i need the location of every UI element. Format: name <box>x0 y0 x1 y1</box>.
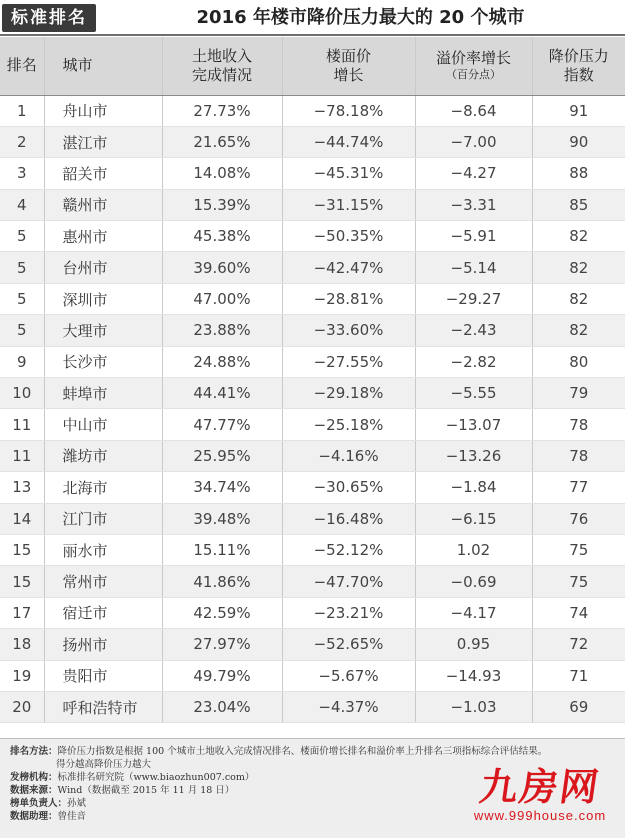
cell-rank: 5 <box>0 315 44 346</box>
cell-premium: −8.64 <box>415 95 532 126</box>
cell-land: 47.77% <box>162 409 282 440</box>
cell-land: 21.65% <box>162 126 282 157</box>
cell-index: 76 <box>532 503 625 534</box>
header-index: 降价压力 指数 <box>532 37 625 95</box>
cell-rank: 20 <box>0 691 44 722</box>
table-row <box>0 378 625 409</box>
cell-index: 85 <box>532 189 625 220</box>
cell-land: 39.48% <box>162 503 282 534</box>
table-row <box>0 691 625 722</box>
cell-premium: −29.27 <box>415 283 532 314</box>
footer-notes <box>0 738 625 838</box>
cell-land: 25.95% <box>162 440 282 471</box>
method-label: 排名方法： <box>10 746 58 757</box>
cell-premium: −5.55 <box>415 378 532 409</box>
cell-rank: 19 <box>0 660 44 691</box>
cell-price: −50.35% <box>282 221 415 252</box>
cell-premium: −3.31 <box>415 189 532 220</box>
cell-premium: −5.14 <box>415 252 532 283</box>
header-premium-unit: （百分点） <box>446 68 501 82</box>
cell-price: −29.18% <box>282 378 415 409</box>
cell-land: 42.59% <box>162 597 282 628</box>
cell-index: 91 <box>532 95 625 126</box>
table-header-row <box>0 37 625 95</box>
cell-premium: −2.43 <box>415 315 532 346</box>
cell-rank: 14 <box>0 503 44 534</box>
cell-city: 惠州市 <box>44 221 162 252</box>
table-row <box>0 346 625 377</box>
cell-city: 韶关市 <box>44 158 162 189</box>
cell-price: −28.81% <box>282 283 415 314</box>
cell-index: 75 <box>532 566 625 597</box>
header-city: 城市 <box>44 37 162 95</box>
cell-city: 北海市 <box>44 472 162 503</box>
cell-rank: 2 <box>0 126 44 157</box>
table-row <box>0 126 625 157</box>
brand-badge: 标准排名 <box>2 4 96 32</box>
cell-index: 82 <box>532 315 625 346</box>
cell-land: 39.60% <box>162 252 282 283</box>
cell-rank: 1 <box>0 95 44 126</box>
cell-city: 中山市 <box>44 409 162 440</box>
editor-text: 孙斌 <box>67 798 87 809</box>
cell-index: 69 <box>532 691 625 722</box>
cell-index: 74 <box>532 597 625 628</box>
cell-city: 贵阳市 <box>44 660 162 691</box>
header-premium: 溢价率增长 （百分点） <box>415 37 532 95</box>
cell-rank: 15 <box>0 566 44 597</box>
cell-index: 80 <box>532 346 625 377</box>
header-rank: 排名 <box>0 37 44 95</box>
cell-index: 82 <box>532 283 625 314</box>
page-title: 2016 年楼市降价压力最大的 20 个城市 <box>196 7 525 28</box>
title-bar <box>0 0 625 36</box>
cell-price: −78.18% <box>282 95 415 126</box>
cell-city: 蚌埠市 <box>44 378 162 409</box>
cell-rank: 18 <box>0 629 44 660</box>
cell-rank: 3 <box>0 158 44 189</box>
logo-mark: 九房网 <box>476 765 604 809</box>
cell-price: −42.47% <box>282 252 415 283</box>
cell-city: 丽水市 <box>44 534 162 565</box>
table-row <box>0 503 625 534</box>
cell-index: 79 <box>532 378 625 409</box>
cell-price: −4.37% <box>282 691 415 722</box>
cell-city: 深圳市 <box>44 283 162 314</box>
cell-index: 71 <box>532 660 625 691</box>
cell-rank: 13 <box>0 472 44 503</box>
cell-rank: 11 <box>0 409 44 440</box>
table-row <box>0 597 625 628</box>
table-row <box>0 252 625 283</box>
cell-premium: −1.84 <box>415 472 532 503</box>
header-land: 土地收入 完成情况 <box>162 37 282 95</box>
logo-url: www.999house.com <box>473 808 607 823</box>
cell-index: 88 <box>532 158 625 189</box>
publisher-text: 标准排名研究院（www.biaozhun007.com） <box>57 772 255 783</box>
cell-rank: 4 <box>0 189 44 220</box>
cell-city: 长沙市 <box>44 346 162 377</box>
cell-price: −52.12% <box>282 534 415 565</box>
table-row <box>0 440 625 471</box>
cell-index: 72 <box>532 629 625 660</box>
cell-premium: −2.82 <box>415 346 532 377</box>
source-label: 数据来源： <box>10 785 58 796</box>
ranking-table <box>0 37 625 723</box>
cell-price: −52.65% <box>282 629 415 660</box>
cell-price: −4.16% <box>282 440 415 471</box>
cell-city: 潍坊市 <box>44 440 162 471</box>
cell-index: 78 <box>532 409 625 440</box>
cell-city: 呼和浩特市 <box>44 691 162 722</box>
assistant-label: 数据助理： <box>10 811 58 822</box>
cell-index: 90 <box>532 126 625 157</box>
cell-price: −33.60% <box>282 315 415 346</box>
table-row <box>0 660 625 691</box>
cell-premium: −0.69 <box>415 566 532 597</box>
cell-land: 49.79% <box>162 660 282 691</box>
table-row <box>0 315 625 346</box>
cell-city: 常州市 <box>44 566 162 597</box>
cell-premium: −1.03 <box>415 691 532 722</box>
cell-index: 75 <box>532 534 625 565</box>
cell-premium: −13.26 <box>415 440 532 471</box>
cell-price: −5.67% <box>282 660 415 691</box>
cell-land: 27.97% <box>162 629 282 660</box>
table-row <box>0 472 625 503</box>
table-row <box>0 158 625 189</box>
table-row <box>0 566 625 597</box>
cell-city: 宿迁市 <box>44 597 162 628</box>
cell-rank: 17 <box>0 597 44 628</box>
cell-land: 27.73% <box>162 95 282 126</box>
table-row <box>0 534 625 565</box>
cell-city: 扬州市 <box>44 629 162 660</box>
cell-premium: 0.95 <box>415 629 532 660</box>
site-logo <box>465 765 615 822</box>
cell-price: −45.31% <box>282 158 415 189</box>
cell-premium: −4.27 <box>415 158 532 189</box>
cell-land: 34.74% <box>162 472 282 503</box>
cell-premium: −13.07 <box>415 409 532 440</box>
table-row <box>0 409 625 440</box>
assistant-text: 曾佳音 <box>57 811 87 822</box>
cell-price: −30.65% <box>282 472 415 503</box>
publisher-label: 发榜机构： <box>10 772 58 783</box>
cell-price: −27.55% <box>282 346 415 377</box>
table-row <box>0 95 625 126</box>
cell-premium: 1.02 <box>415 534 532 565</box>
cell-price: −25.18% <box>282 409 415 440</box>
cell-land: 14.08% <box>162 158 282 189</box>
cell-city: 江门市 <box>44 503 162 534</box>
cell-land: 44.41% <box>162 378 282 409</box>
cell-price: −31.15% <box>282 189 415 220</box>
cell-city: 舟山市 <box>44 95 162 126</box>
cell-rank: 5 <box>0 221 44 252</box>
table-row <box>0 629 625 660</box>
cell-index: 82 <box>532 221 625 252</box>
cell-rank: 5 <box>0 252 44 283</box>
cell-price: −23.21% <box>282 597 415 628</box>
cell-land: 45.38% <box>162 221 282 252</box>
cell-index: 78 <box>532 440 625 471</box>
source-text: Wind（数据截至 2015 年 11 月 18 日） <box>57 785 235 796</box>
editor-label: 榜单负责人： <box>10 798 68 809</box>
cell-price: −44.74% <box>282 126 415 157</box>
cell-index: 82 <box>532 252 625 283</box>
cell-rank: 9 <box>0 346 44 377</box>
method-text: 降价压力指数是根据 100 个城市土地收入完成情况排名、楼面价增长排名和溢价率上升排名三项指标综合评估结果。 <box>57 746 548 757</box>
table-row <box>0 189 625 220</box>
cell-price: −47.70% <box>282 566 415 597</box>
cell-city: 大理市 <box>44 315 162 346</box>
cell-land: 41.86% <box>162 566 282 597</box>
method-text-2: 得分越高降价压力越大 <box>56 759 152 770</box>
cell-land: 47.00% <box>162 283 282 314</box>
cell-premium: −5.91 <box>415 221 532 252</box>
cell-price: −16.48% <box>282 503 415 534</box>
table-row <box>0 283 625 314</box>
cell-rank: 10 <box>0 378 44 409</box>
cell-land: 24.88% <box>162 346 282 377</box>
cell-premium: −7.00 <box>415 126 532 157</box>
cell-rank: 15 <box>0 534 44 565</box>
cell-premium: −4.17 <box>415 597 532 628</box>
cell-city: 赣州市 <box>44 189 162 220</box>
header-price: 楼面价 增长 <box>282 37 415 95</box>
cell-land: 23.88% <box>162 315 282 346</box>
cell-city: 台州市 <box>44 252 162 283</box>
cell-rank: 5 <box>0 283 44 314</box>
cell-index: 77 <box>532 472 625 503</box>
cell-city: 湛江市 <box>44 126 162 157</box>
cell-premium: −14.93 <box>415 660 532 691</box>
table-row <box>0 221 625 252</box>
cell-land: 15.39% <box>162 189 282 220</box>
cell-land: 23.04% <box>162 691 282 722</box>
cell-rank: 11 <box>0 440 44 471</box>
cell-premium: −6.15 <box>415 503 532 534</box>
cell-land: 15.11% <box>162 534 282 565</box>
